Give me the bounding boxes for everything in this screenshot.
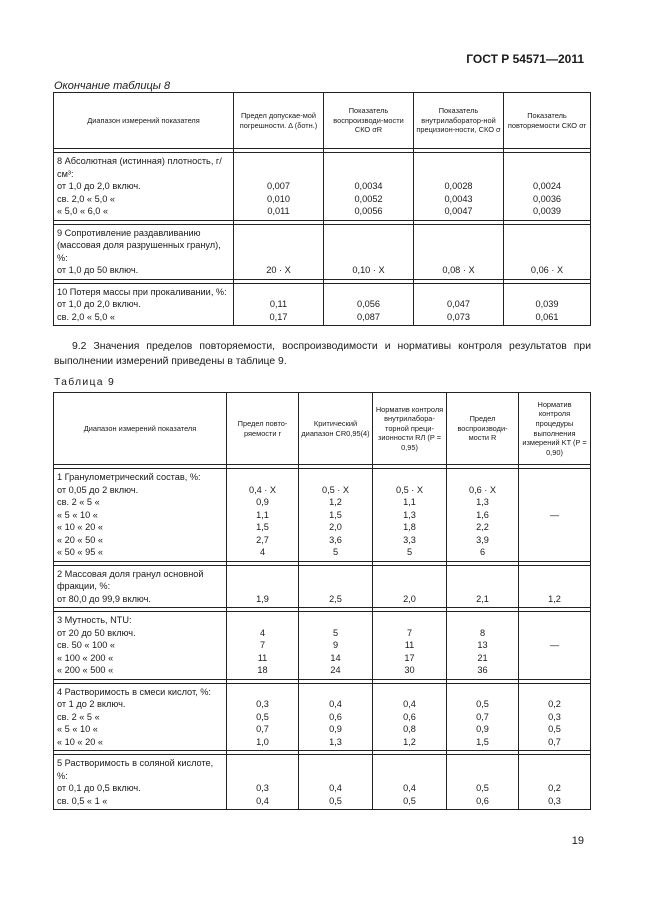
row-title: 1 Гранулометрический состав, %: <box>57 472 201 482</box>
table8-header-intralab-precision: Показатель внутрилаборатор-ной прецизион-ности, СКО σ <box>414 93 504 149</box>
row-value: 0,4 0,6 0,8 1,2 <box>373 683 447 751</box>
row-range-line: « 5 « 10 « <box>57 509 98 520</box>
row-label <box>54 565 227 608</box>
row-range-line: « 10 « 20 « <box>57 736 103 747</box>
row-value: 0,047 0,073 <box>414 283 504 326</box>
table-row <box>54 755 591 810</box>
section-9-2-paragraph: 9.2 Значения пределов повторяемости, воспроизводимости и нормативы контроля результатов при выполнении измерений приведены в таблице 9. <box>54 341 591 367</box>
row-value: 1,2 <box>519 565 591 608</box>
row-value: 0,10 · X <box>324 224 414 279</box>
table8-header-error-limit: Предел допускае-мой погрешности. Δ (δотн.) <box>234 93 324 149</box>
row-range-line: св. 2 « 5 « <box>57 497 100 507</box>
row-value: 0,4 0,6 0,9 1,3 <box>299 683 373 751</box>
row-value: 0,0028 0,0043 0,0047 <box>414 153 504 221</box>
row-value: 0,3 0,5 0,7 1,0 <box>227 683 299 751</box>
row-label <box>54 153 234 221</box>
row-value: 0,3 0,4 <box>227 755 299 810</box>
table-row <box>54 224 591 279</box>
row-value: 0,11 0,17 <box>234 283 324 326</box>
row-range-line: « 5,0 « 6,0 « <box>57 206 109 216</box>
row-range-line: от 80,0 до 99,9 включ. <box>57 593 151 604</box>
row-range-line: « 10 « 20 « <box>57 522 103 532</box>
row-range-line: « 100 « 200 « <box>57 652 114 663</box>
row-range-line: « 5 « 10 « <box>57 724 98 734</box>
table8-header-repeatability: Показатель повторяемости СКО σr <box>504 93 591 149</box>
row-value: 2,0 <box>373 565 447 608</box>
document-code: ГОСТ Р 54571—2011 <box>466 52 584 66</box>
row-range-line: св. 2,0 « 5,0 « <box>57 193 116 204</box>
row-range-line: « 200 « 500 « <box>57 665 114 675</box>
row-value: 2,1 <box>447 565 519 608</box>
table9-header-critical-range: Критический диапазон CR0,95(4) <box>299 393 373 465</box>
row-title: 4 Растворимость в смеси кислот, %: <box>57 686 211 697</box>
row-range-line: св. 2,0 « 5,0 « <box>57 311 116 322</box>
table-row <box>54 283 591 326</box>
table9-caption: Таблица 9 <box>54 377 116 388</box>
row-range-line: св. 2 « 5 « <box>57 711 100 722</box>
table9-header-reproducibility-limit: Предел воспроизводи-мости R <box>447 393 519 465</box>
row-range-line: « 50 « 95 « <box>57 547 103 557</box>
table-row <box>54 153 591 221</box>
row-title: 3 Мутность, NTU: <box>57 615 132 625</box>
table9-header-range: Диапазон измерений показателя <box>54 393 227 465</box>
row-value: 0,2 0,3 <box>519 755 591 810</box>
row-range-line: от 20 до 50 включ. <box>57 627 136 638</box>
row-range-line: от 1,0 до 50 включ. <box>57 265 139 275</box>
page-number: 19 <box>571 835 584 847</box>
row-value: — <box>519 469 591 562</box>
row-range-line: от 0,05 до 2 включ. <box>57 484 139 495</box>
row-range-line: от 0,1 до 0,5 включ. <box>57 783 141 793</box>
row-range-line: « 20 « 50 « <box>57 534 103 545</box>
table-row <box>54 469 591 562</box>
row-value: 7 11 17 30 <box>373 612 447 680</box>
row-title: 9 Сопротивление раздавливанию (массовая доля разрушенных гранул), %: <box>57 227 221 263</box>
row-value: 0,08 · X <box>414 224 504 279</box>
row-value: 20 · X <box>234 224 324 279</box>
table-row <box>54 683 591 751</box>
row-value: 0,0024 0,0036 0,0039 <box>504 153 591 221</box>
table8-caption: Окончание таблицы 8 <box>54 80 171 92</box>
row-value: 8 13 21 36 <box>447 612 519 680</box>
table9-header-intralab-norm: Норматив контроля внутрилабора-торной преци-зионности RЛ (P = 0,95) <box>373 393 447 465</box>
row-value: 0,007 0,010 0,011 <box>234 153 324 221</box>
table-8 <box>53 92 591 326</box>
row-title: 10 Потеря массы при прокаливании, %: <box>57 286 227 297</box>
table8-header-range: Диапазон измерений показателя <box>54 93 234 149</box>
table9-header-procedure-control: Норматив контроля процедуры выполнения измерений KT (P = 0,90) <box>519 393 591 465</box>
row-value: 0,4 0,5 <box>373 755 447 810</box>
row-value: 4 7 11 18 <box>227 612 299 680</box>
row-value: 0,2 0,3 0,5 0,7 <box>519 683 591 751</box>
row-range-line: св. 0,5 « 1 « <box>57 795 108 806</box>
row-value: 0,5 · X 1,2 1,5 2,0 3,6 5 <box>299 469 373 562</box>
table8-header-reproducibility: Показатель воспроизводи-мости СКО σR <box>324 93 414 149</box>
row-value: 5 9 14 24 <box>299 612 373 680</box>
row-label <box>54 469 227 562</box>
row-value: 2,5 <box>299 565 373 608</box>
row-label <box>54 283 234 326</box>
row-title: 8 Абсолютная (истинная) плотность, г/см³: <box>57 156 222 179</box>
row-value: 0,4 0,5 <box>299 755 373 810</box>
table-9 <box>53 392 591 810</box>
row-label <box>54 224 234 279</box>
row-range-line: от 1 до 2 включ. <box>57 699 126 709</box>
row-range-line: от 1,0 до 2,0 включ. <box>57 181 141 191</box>
row-value: 0,5 · X 1,1 1,3 1,8 3,3 5 <box>373 469 447 562</box>
row-title: 5 Растворимость в соляной кислоте, %: <box>57 758 214 781</box>
row-range-line: св. 50 « 100 « <box>57 640 116 650</box>
row-value: 0,06 · X <box>504 224 591 279</box>
row-value: 1,9 <box>227 565 299 608</box>
row-value: 0,4 · X 0,9 1,1 1,5 2,7 4 <box>227 469 299 562</box>
row-value: 0,5 0,6 <box>447 755 519 810</box>
table9-header-repeatability-limit: Предел повто-ряемости r <box>227 393 299 465</box>
row-value: 0,056 0,087 <box>324 283 414 326</box>
row-value: 0,5 0,7 0,9 1,5 <box>447 683 519 751</box>
row-range-line: от 1,0 до 2,0 включ. <box>57 299 141 309</box>
row-value: 0,039 0,061 <box>504 283 591 326</box>
row-value: 0,0034 0,0052 0,0056 <box>324 153 414 221</box>
row-label <box>54 755 227 810</box>
table-row <box>54 565 591 608</box>
table-row <box>54 612 591 680</box>
row-value: 0,6 · X 1,3 1,6 2,2 3,9 6 <box>447 469 519 562</box>
row-title: 2 Массовая доля гранул основной фракции, %: <box>57 568 204 591</box>
row-label <box>54 612 227 680</box>
row-label <box>54 683 227 751</box>
row-value: — <box>519 612 591 680</box>
